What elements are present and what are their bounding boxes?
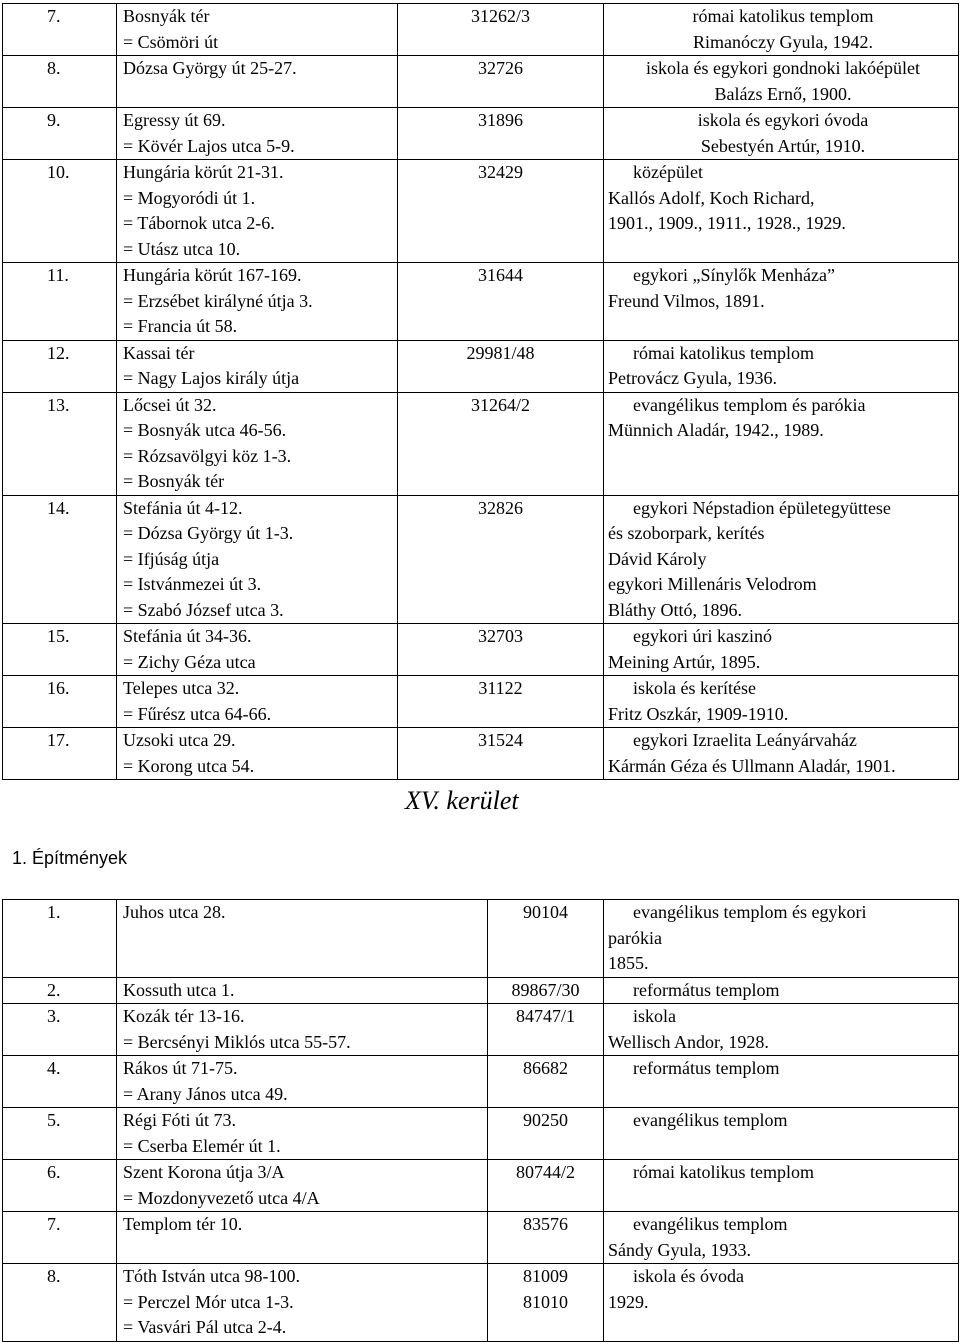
district-title: XV. kerület	[405, 786, 519, 815]
description-line: Bláthy Ottó, 1896.	[608, 599, 742, 620]
parcel-number-cell	[398, 340, 604, 392]
row-number	[3, 676, 117, 728]
parcel-number-cell	[398, 392, 604, 495]
address-line: Kossuth utca 1.	[123, 979, 235, 1000]
description-line: református templom	[633, 1058, 780, 1078]
parcel-number-cell	[398, 160, 604, 263]
row-number	[3, 1264, 117, 1342]
description-line: parókia	[608, 927, 662, 948]
parcel-number-cell	[398, 495, 604, 624]
row-number	[3, 1056, 117, 1108]
address-line: Régi Fóti út 73.	[123, 1110, 237, 1130]
description-cell	[604, 160, 959, 263]
address-line: = Erzsébet királyné útja 3.	[123, 290, 313, 311]
address-line: Dózsa György út 25-27.	[123, 58, 297, 78]
description-line: evangélikus templom	[633, 1214, 788, 1234]
parcel-number: 32703	[478, 626, 523, 646]
address-cell	[117, 1004, 488, 1056]
parcel-number: 32826	[478, 497, 523, 518]
description-cell	[604, 392, 959, 495]
address-cell	[117, 624, 398, 676]
row-number	[3, 56, 117, 108]
address-cell	[117, 1108, 488, 1160]
description-cell	[604, 1004, 959, 1056]
description-cell	[604, 676, 959, 728]
parcel-number: 31644	[478, 265, 523, 285]
parcel-number-cell	[488, 1264, 604, 1342]
parcel-number: 31262/3	[470, 6, 530, 26]
row-number	[3, 1212, 117, 1264]
row-number	[3, 1160, 117, 1212]
parcel-number: 32726	[478, 58, 523, 78]
address-line: = Francia út 58.	[123, 316, 238, 336]
table-row	[3, 1108, 959, 1160]
address-line: = Arany János utca 49.	[123, 1083, 288, 1104]
address-line: = Rózsavölgyi köz 1-3.	[123, 445, 292, 466]
description-line: középület	[633, 162, 703, 182]
parcel-number: 80744/2	[515, 1162, 575, 1182]
description-line: református templom	[633, 979, 780, 1000]
row-number-text: 8.	[47, 1266, 61, 1286]
parcel-number-cell	[488, 1004, 604, 1056]
address-cell	[117, 1056, 488, 1108]
row-number	[3, 728, 117, 780]
address-line: = Dózsa György út 1-3.	[123, 523, 294, 543]
monuments-table-1	[2, 3, 959, 780]
address-cell	[117, 4, 398, 56]
address-line: Rákos út 71-75.	[123, 1058, 238, 1078]
description-line: Dávid Károly	[608, 548, 707, 569]
description-line: egykori úri kaszinó	[633, 626, 772, 646]
table-row	[3, 1212, 959, 1264]
table-row	[3, 392, 959, 495]
address-cell	[117, 263, 398, 341]
table-row	[3, 676, 959, 728]
table-row	[3, 624, 959, 676]
description-line: római katolikus templom	[633, 1162, 814, 1182]
description-cell	[604, 108, 959, 160]
parcel-number: 90104	[523, 902, 568, 922]
description-line: iskola és egykori óvoda	[697, 110, 869, 130]
parcel-number-cell	[398, 728, 604, 780]
table-row	[3, 263, 959, 341]
address-line: Hungária körút 21-31.	[123, 162, 284, 182]
parcel-number: 83576	[523, 1214, 568, 1234]
description-cell	[604, 1160, 959, 1212]
address-line: = Nagy Lajos király útja	[123, 368, 300, 388]
address-cell	[117, 900, 488, 978]
parcel-number-cell	[398, 676, 604, 728]
row-number-text: 3.	[47, 1006, 61, 1026]
description-line: Wellisch Andor, 1928.	[608, 1031, 769, 1052]
description-cell	[604, 1264, 959, 1342]
table-row	[3, 108, 959, 160]
address-cell	[117, 495, 398, 624]
description-line: evangélikus templom és parókia	[633, 394, 866, 415]
address-line: Egressy út 69.	[123, 110, 226, 130]
row-number-text: 17.	[47, 730, 70, 750]
row-number-text: 5.	[47, 1110, 61, 1130]
row-number-text: 8.	[47, 58, 61, 78]
row-number	[3, 624, 117, 676]
row-number-text: 7.	[47, 1214, 61, 1234]
row-number	[3, 4, 117, 56]
address-cell	[117, 977, 488, 1004]
description-line: Balázs Ernő, 1900.	[714, 83, 852, 104]
address-line: = Kövér Lajos utca 5-9.	[123, 135, 295, 156]
description-line: iskola és óvoda	[633, 1266, 744, 1286]
address-line: Stefánia út 4-12.	[123, 497, 243, 518]
parcel-number: 31264/2	[470, 394, 530, 415]
description-line: 1855.	[608, 953, 649, 973]
address-line: = Zichy Géza utca	[123, 651, 256, 672]
description-cell	[604, 263, 959, 341]
parcel-number: 90250	[523, 1110, 568, 1130]
row-number-text: 13.	[47, 394, 70, 415]
monuments-table-1-body	[3, 4, 959, 780]
description-line: egykori Izraelita Leányárvaház	[633, 730, 857, 750]
row-number-text: 7.	[47, 6, 61, 26]
address-cell	[117, 676, 398, 728]
description-line: evangélikus templom	[633, 1110, 788, 1130]
parcel-number: 29981/48	[466, 342, 535, 363]
address-line: = Bercsényi Miklós utca 55-57.	[123, 1031, 351, 1052]
row-number	[3, 340, 117, 392]
table-row	[3, 977, 959, 1004]
description-line: Kallós Adolf, Koch Richard,	[608, 187, 815, 208]
row-number-text: 6.	[47, 1162, 61, 1182]
address-line: Tóth István utca 98-100.	[123, 1266, 300, 1286]
address-line: Juhos utca 28.	[123, 902, 226, 922]
row-number	[3, 1108, 117, 1160]
description-cell	[604, 1212, 959, 1264]
description-line: Kármán Géza és Ullmann Aladár, 1901.	[608, 755, 896, 776]
address-line: = Perczel Mór utca 1-3.	[123, 1291, 294, 1312]
address-line: Uzsoki utca 29.	[123, 730, 236, 750]
description-line: Münnich Aladár, 1942., 1989.	[608, 420, 824, 440]
address-line: Templom tér 10.	[123, 1214, 243, 1234]
parcel-number: 81010	[523, 1291, 568, 1312]
parcel-number-cell	[398, 4, 604, 56]
row-number	[3, 160, 117, 263]
table-row	[3, 1160, 959, 1212]
monuments-table-2-body	[3, 900, 959, 1342]
table-row	[3, 160, 959, 263]
parcel-number: 31524	[478, 730, 523, 750]
row-number	[3, 263, 117, 341]
row-number	[3, 108, 117, 160]
row-number-text: 2.	[47, 979, 61, 1000]
address-line: = Tábornok utca 2-6.	[123, 213, 275, 233]
row-number	[3, 1004, 117, 1056]
address-line: = Cserba Elemér út 1.	[123, 1135, 281, 1156]
row-number-text: 16.	[47, 678, 70, 698]
description-line: Rimanóczy Gyula, 1942.	[693, 31, 873, 52]
row-number	[3, 495, 117, 624]
row-number-text: 14.	[47, 497, 70, 518]
description-cell	[604, 340, 959, 392]
section-title: 1. Építmények	[12, 848, 128, 868]
table-row	[3, 728, 959, 780]
table-row	[3, 1056, 959, 1108]
address-line: = Istvánmezei út 3.	[123, 574, 262, 594]
description-line: Sebestyén Artúr, 1910.	[700, 135, 866, 156]
address-line: Kozák tér 13-16.	[123, 1006, 245, 1026]
address-cell	[117, 392, 398, 495]
row-number-text: 10.	[47, 162, 70, 182]
address-line: = Bosnyák tér	[123, 471, 225, 491]
description-line: iskola és egykori gondnoki lakóépület	[646, 58, 920, 78]
address-line: Bosnyák tér	[123, 6, 210, 26]
description-line: római katolikus templom	[692, 6, 874, 26]
description-line: Petrovácz Gyula, 1936.	[608, 368, 777, 388]
row-number-text: 12.	[47, 342, 70, 363]
description-line: egykori Népstadion épületegyüttese	[633, 497, 891, 518]
description-line: 1901., 1909., 1911., 1928., 1929.	[608, 213, 846, 233]
parcel-number-cell	[398, 624, 604, 676]
address-line: Stefánia út 34-36.	[123, 626, 252, 646]
description-cell	[604, 56, 959, 108]
address-cell	[117, 108, 398, 160]
address-line: = Mozdonyvezető utca 4/A	[123, 1187, 320, 1208]
description-line: római katolikus templom	[633, 342, 814, 363]
description-cell	[604, 900, 959, 978]
address-line: = Bosnyák utca 46-56.	[123, 420, 287, 440]
address-cell	[117, 728, 398, 780]
parcel-number-cell	[398, 108, 604, 160]
monuments-table-2	[2, 899, 959, 1342]
description-line: 1929.	[608, 1291, 649, 1312]
address-line: = Mogyoródi út 1.	[123, 187, 256, 208]
parcel-number: 81009	[523, 1266, 568, 1286]
row-number-text: 4.	[47, 1058, 61, 1078]
description-cell	[604, 977, 959, 1004]
address-cell	[117, 1212, 488, 1264]
parcel-number-cell	[488, 977, 604, 1004]
address-line: Szent Korona útja 3/A	[123, 1162, 285, 1182]
parcel-number-cell	[488, 1212, 604, 1264]
table-row	[3, 56, 959, 108]
table-row	[3, 1264, 959, 1342]
address-cell	[117, 56, 398, 108]
description-line: és szoborpark, kerítés	[608, 523, 765, 543]
table-row	[3, 4, 959, 56]
description-line: iskola és kerítése	[633, 678, 756, 698]
address-line: Hungária körút 167-169.	[123, 265, 302, 285]
address-line: = Csömöri út	[123, 31, 219, 52]
row-number-text: 9.	[47, 110, 61, 130]
description-line: Freund Vilmos, 1891.	[608, 290, 765, 311]
row-number	[3, 900, 117, 978]
description-line: egykori Millenáris Velodrom	[608, 574, 817, 594]
description-cell	[604, 1108, 959, 1160]
parcel-number-cell	[488, 1056, 604, 1108]
row-number-text: 11.	[47, 265, 69, 285]
description-line: evangélikus templom és egykori	[633, 902, 867, 922]
row-number-text: 15.	[47, 626, 70, 646]
parcel-number: 89867/30	[511, 979, 580, 1000]
address-line: = Vasvári Pál utca 2-4.	[123, 1317, 287, 1337]
table-row	[3, 1004, 959, 1056]
parcel-number: 86682	[523, 1058, 568, 1078]
description-cell	[604, 495, 959, 624]
parcel-number-cell	[488, 900, 604, 978]
parcel-number: 84747/1	[515, 1006, 575, 1026]
address-cell	[117, 1160, 488, 1212]
description-cell	[604, 624, 959, 676]
description-line: egykori „Sínylők Menháza”	[633, 265, 835, 285]
table-row	[3, 495, 959, 624]
address-cell	[117, 160, 398, 263]
description-line: Meining Artúr, 1895.	[608, 651, 761, 672]
parcel-number-cell	[398, 263, 604, 341]
address-line: Kassai tér	[123, 342, 195, 363]
table-row	[3, 900, 959, 978]
parcel-number: 31896	[478, 110, 523, 130]
description-line: Fritz Oszkár, 1909-1910.	[608, 703, 789, 724]
parcel-number-cell	[488, 1108, 604, 1160]
parcel-number: 32429	[478, 162, 523, 182]
description-line: Sándy Gyula, 1933.	[608, 1239, 751, 1260]
row-number	[3, 392, 117, 495]
description-cell	[604, 1056, 959, 1108]
description-cell	[604, 4, 959, 56]
address-line: Lőcsei út 32.	[123, 394, 217, 415]
description-cell	[604, 728, 959, 780]
address-line: = Korong utca 54.	[123, 755, 255, 776]
address-cell	[117, 340, 398, 392]
address-line: = Fűrész utca 64-66.	[123, 703, 272, 724]
parcel-number: 31122	[478, 678, 523, 698]
description-line: iskola	[633, 1006, 676, 1026]
address-line: = Szabó József utca 3.	[123, 599, 284, 620]
parcel-number-cell	[488, 1160, 604, 1212]
row-number	[3, 977, 117, 1004]
address-line: = Ifjúság útja	[123, 548, 220, 569]
address-line: = Utász utca 10.	[123, 238, 241, 259]
parcel-number-cell	[398, 56, 604, 108]
address-cell	[117, 1264, 488, 1342]
row-number-text: 1.	[47, 902, 61, 922]
address-line: Telepes utca 32.	[123, 678, 240, 698]
table-row	[3, 340, 959, 392]
